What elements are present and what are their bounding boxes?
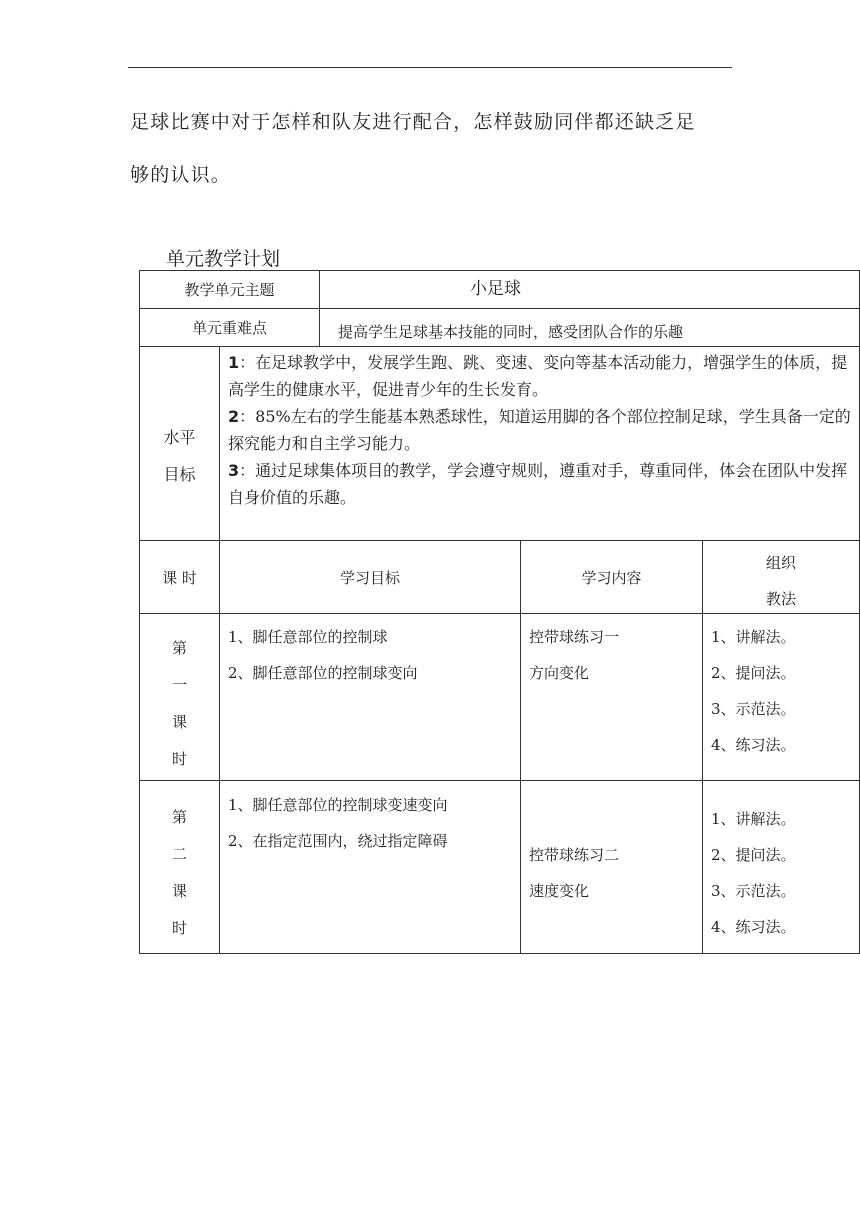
- lesson-2-content: 速度变化: [529, 882, 590, 900]
- intro-line-1: 足球比赛中对于怎样和队友进行配合，怎样鼓励同伴都还缺乏足: [130, 111, 696, 133]
- lesson-1-label-char: 一: [171, 676, 187, 694]
- lesson-1-content-cell: [520, 613, 702, 780]
- theme-label-cell: [139, 270, 319, 308]
- lesson-2-method: 2、提问法。: [711, 846, 796, 864]
- lesson-2-goals-cell: [219, 780, 520, 954]
- lesson-2-method: 3、示范法。: [711, 882, 796, 900]
- header-rule: [128, 67, 732, 68]
- header-content: 学习内容: [581, 568, 642, 587]
- lesson-2-label-char: 课: [171, 882, 187, 900]
- lesson-1-label-cell: [139, 613, 219, 780]
- header-lesson-cell: [139, 540, 219, 613]
- lesson-2-label-cell: [139, 780, 219, 954]
- header-method-2: 教法: [765, 590, 796, 608]
- header-goals: 学习目标: [339, 568, 400, 587]
- intro-paragraph: [130, 96, 740, 202]
- lesson-1-label-char: 时: [171, 750, 187, 768]
- lesson-1-method: 1、讲解法。: [711, 628, 796, 646]
- lesson-1-goal: 2、脚任意部位的控制球变向: [228, 664, 418, 682]
- lesson-1-content: 方向变化: [529, 664, 590, 682]
- level-label-cell: [139, 346, 219, 540]
- lesson-2-goal: 1、脚任意部位的控制球变速变向: [228, 796, 448, 814]
- theme-value-cell: [319, 270, 860, 308]
- lesson-1-label-char: 第: [171, 639, 187, 657]
- intro-line-2: 够的认识。: [130, 164, 232, 186]
- lesson-2-method: 4、练习法。: [711, 918, 796, 936]
- lesson-1-goal: 1、脚任意部位的控制球: [228, 628, 388, 646]
- theme-value: 小足球: [470, 279, 521, 299]
- level-label-1: 水平: [163, 428, 196, 447]
- keypoint-label: 单元重难点: [191, 319, 267, 337]
- lesson-1-label-char: 课: [171, 713, 187, 731]
- lesson-2-goal: 2、在指定范围内，绕过指定障碍: [228, 832, 448, 850]
- lesson-1-methods-cell: [702, 613, 860, 780]
- objective-2: 2：85%左右的学生能基本熟悉球性，知道运用脚的各个部位控制足球，学生具备一定的探究能力和自主学习能力。: [228, 407, 851, 453]
- header-method-1: 组织: [765, 554, 796, 572]
- header-content-cell: [520, 540, 702, 613]
- lesson-2-label-char: 时: [171, 919, 187, 937]
- lesson-1-goals-cell: [219, 613, 520, 780]
- level-label-2: 目标: [163, 465, 196, 484]
- section-title: 单元教学计划: [166, 248, 281, 270]
- header-method-cell: [702, 540, 860, 613]
- header-lesson: 课 时: [162, 568, 197, 587]
- lesson-2-content-cell: [520, 780, 702, 954]
- lesson-1-content: 控带球练习一: [529, 628, 620, 646]
- lesson-2-label-char: 二: [171, 845, 187, 863]
- keypoint-value-cell: [319, 308, 860, 346]
- lesson-2-content: 控带球练习二: [529, 846, 620, 864]
- lesson-2-methods-cell: [702, 780, 860, 954]
- objective-3: 3：通过足球集体项目的教学，学会遵守规则，遵重对手，尊重同伴，体会在团队中发挥自身价值的乐趣。: [228, 461, 848, 507]
- lesson-1-method: 4、练习法。: [711, 736, 796, 754]
- lesson-1-method: 2、提问法。: [711, 664, 796, 682]
- lesson-2-method: 1、讲解法。: [711, 810, 796, 828]
- header-goals-cell: [219, 540, 520, 613]
- lesson-2-label-char: 第: [171, 808, 187, 826]
- lesson-1-method: 3、示范法。: [711, 700, 796, 718]
- keypoint-value: 提高学生足球基本技能的同时，感受团队合作的乐趣: [338, 323, 684, 341]
- objective-1: 1：在足球教学中，发展学生跑、跳、变速、变向等基本活动能力，增强学生的体质，提高学生的健康水平，促进青少年的生长发育。: [228, 353, 848, 399]
- keypoint-label-cell: [139, 308, 319, 346]
- level-objectives-cell: [219, 346, 860, 540]
- theme-label: 教学单元主题: [184, 281, 275, 299]
